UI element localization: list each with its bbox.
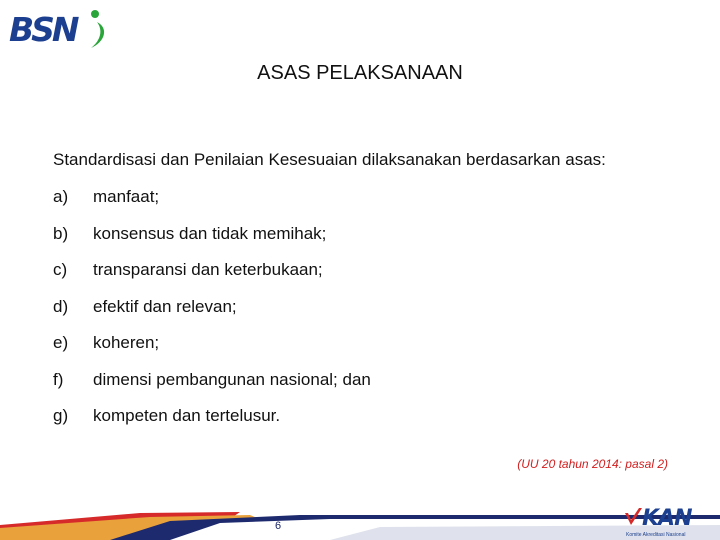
list-item-text: dimensi pembangunan nasional; dan xyxy=(93,369,371,389)
bsn-logo-text: BSN xyxy=(9,10,77,49)
kan-logo xyxy=(622,505,702,539)
intro-text: Standardisasi dan Penilaian Kesesuaian dilaksanakan berdasarkan asas: xyxy=(53,150,606,169)
kan-check-icon xyxy=(622,505,644,531)
list-marker: f) xyxy=(53,369,64,389)
list-item-text: transparansi dan keterbukaan; xyxy=(93,260,323,279)
kan-logo-text: KAN xyxy=(642,506,692,531)
bsn-logo-swoosh-icon xyxy=(9,8,109,50)
footer-swoosh-decoration xyxy=(0,495,720,540)
list-marker: c) xyxy=(53,260,68,279)
bsn-logo xyxy=(9,8,109,50)
list-item-text: koheren; xyxy=(93,333,160,352)
list-marker: a) xyxy=(53,187,69,206)
page-number: 6 xyxy=(275,520,282,532)
list-item-text: konsensus dan tidak memihak; xyxy=(93,223,327,243)
list-item-text: efektif dan relevan; xyxy=(93,296,237,316)
list-marker: b) xyxy=(53,223,69,243)
list-marker: e) xyxy=(53,333,69,352)
list-item-text: manfaat; xyxy=(93,187,160,206)
list-marker: g) xyxy=(53,406,69,425)
kan-logo-subtitle: Komite Akreditasi Nasional xyxy=(626,532,686,538)
page-title: ASAS PELAKSANAAN xyxy=(257,62,463,84)
list-item-text: kompeten dan tertelusur. xyxy=(93,406,281,425)
list-marker: d) xyxy=(53,296,69,316)
legal-citation: (UU 20 tahun 2014: pasal 2) xyxy=(517,457,668,471)
